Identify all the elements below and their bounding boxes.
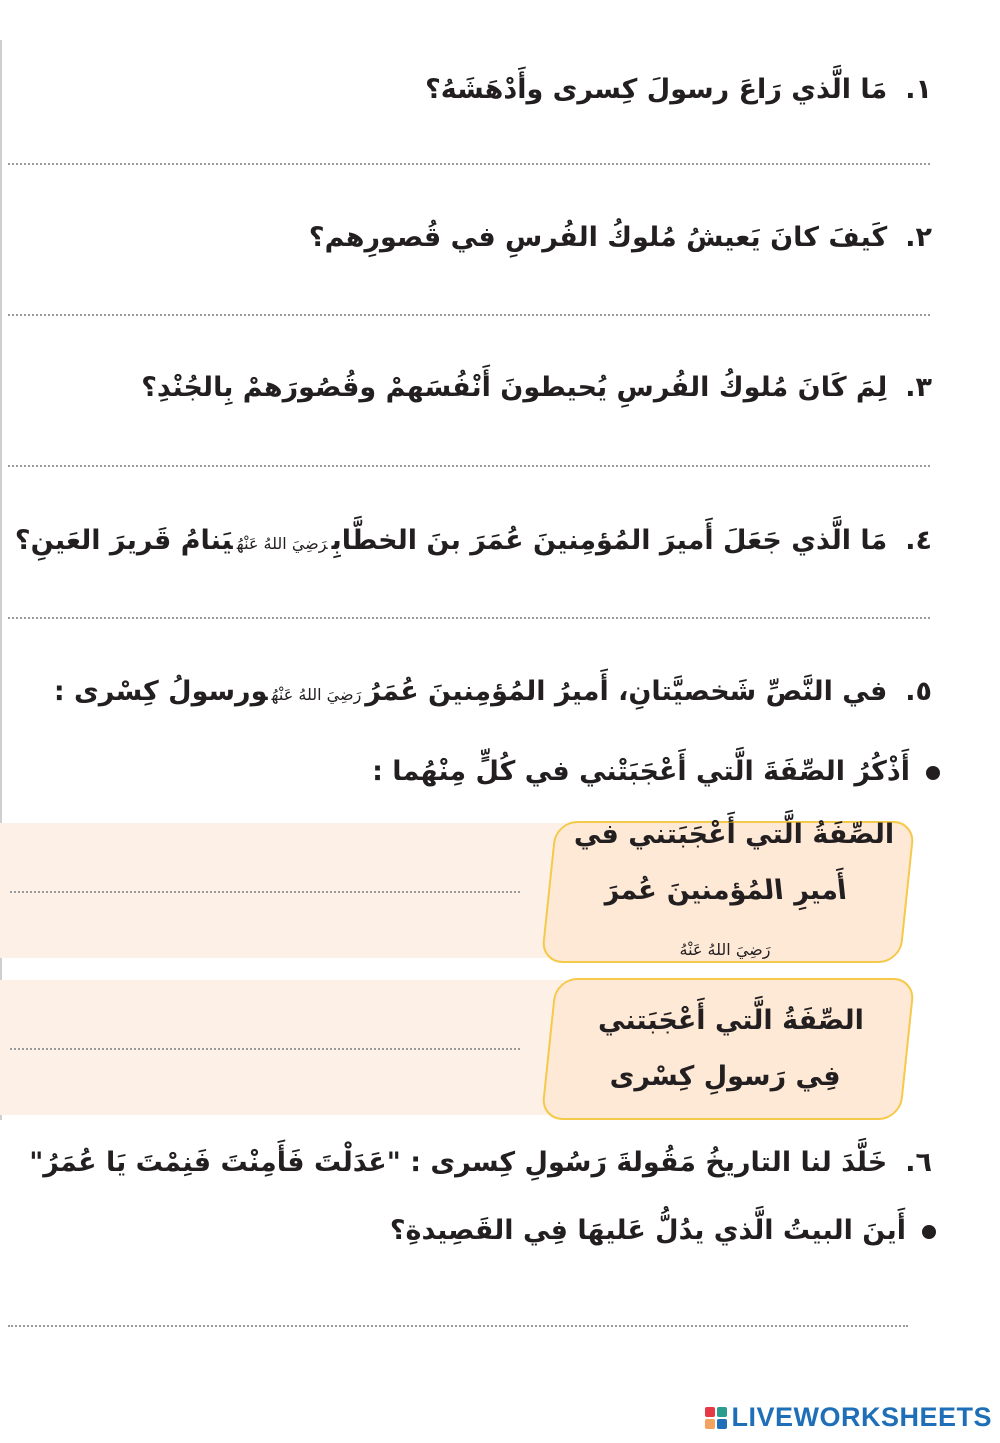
question-number: ٦. [905,1147,932,1178]
logo-square-1 [705,1407,715,1417]
question-number: ١. [905,74,932,105]
answer-field-kisra[interactable] [0,980,600,1115]
honorific: رَضِيَ اللهُ عَنْهُ [679,939,771,959]
answer-line-3[interactable] [8,465,930,467]
bullet-text: أَذْكُرُ الصِّفَةَ الَّتي أَعْجَبَتْني في كُلٍّ مِنْهُما : [372,756,910,787]
question-number: ٥. [905,676,932,707]
answer-line-6[interactable] [8,1325,908,1327]
liveworksheets-logo[interactable] [705,1402,992,1433]
bullet-icon [926,766,940,780]
honorific: رَضِيَ اللهُ عَنْهُ [236,534,328,553]
q5-bullet [372,752,940,792]
label-line-2: فِي رَسولِ كِسْرى [609,1061,841,1092]
logo-square-2 [717,1407,727,1417]
question-5 [54,672,932,715]
label-line-2 [547,863,903,978]
answer-line-1[interactable] [8,163,930,165]
question-text-part-a: مَا الَّذي جَعَلَ أَميرَ المُؤمِنينَ عُمَرَ بنَ الخطَّابِ [331,525,888,556]
label-line-1: الصِّفَةُ الَّتي أَعْجَبَتني في [573,818,895,850]
question-text-part-a: في النَّصِّ شَخصيَّتانِ، أَميرُ المُؤمِنينَ عُمَرُ [365,676,888,707]
question-text: مَا الَّذي رَاعَ رسولَ كِسرى وأَدْهَشَهُ؟ [425,74,888,105]
answer-line-2[interactable] [8,314,930,316]
honorific: رَضِيَ اللهُ عَنْهُ [271,685,362,704]
label-line-1: الصِّفَةُ الَّتي أَعْجَبَتني [598,1005,864,1036]
logo-square-4 [717,1419,727,1429]
q6-bullet [390,1211,936,1251]
question-number: ٤. [905,525,932,556]
question-1 [425,70,932,110]
question-4 [15,521,932,564]
logo-square-3 [705,1419,715,1429]
question-text-part-b: يَنامُ قَريرَ العَينِ؟ [14,525,233,556]
question-text: لِمَ كَانَ مُلوكُ الفُرسِ يُحيطونَ أَنْفُسَهمْ وقُصُورَهمْ بِالجُنْدِ؟ [141,372,888,403]
question-2 [309,218,932,258]
bullet-text: أَينَ البيتُ الَّذي يدُلُّ عَليهَا فِي القَصِيدةِ؟ [389,1215,906,1246]
bullet-icon [922,1225,936,1239]
answer-line-4[interactable] [8,617,930,619]
brand-name: LIVEWORKSHEETS [731,1402,992,1432]
question-number: ٢. [905,222,932,253]
answer-field-omar[interactable] [0,823,600,958]
question-text: كَيفَ كانَ يَعيشُ مُلوكُ الفُرسِ في قُصورِهم؟ [308,222,888,253]
label-box-omar [541,818,916,963]
question-text: خَلَّدَ لنا التاريخُ مَقُولةَ رَسُولِ كِسرى : "عَدَلْتَ فَأَمِنْتَ فَنِمْتَ يَا عُمَرُ" [29,1147,888,1178]
liveworksheets-icon [705,1407,727,1429]
answer-dots [10,1048,520,1050]
label-line-2-text: أَميرِ المُؤمنينَ عُمرَ [601,874,849,906]
page-edge-rule [0,40,2,1120]
answer-dots [10,891,520,893]
question-6 [29,1143,932,1183]
question-number: ٣. [905,372,932,403]
label-box-kisra [541,978,916,1120]
question-3 [141,368,932,408]
question-text-part-b: ورسولُ كِسْرى : [53,676,268,707]
